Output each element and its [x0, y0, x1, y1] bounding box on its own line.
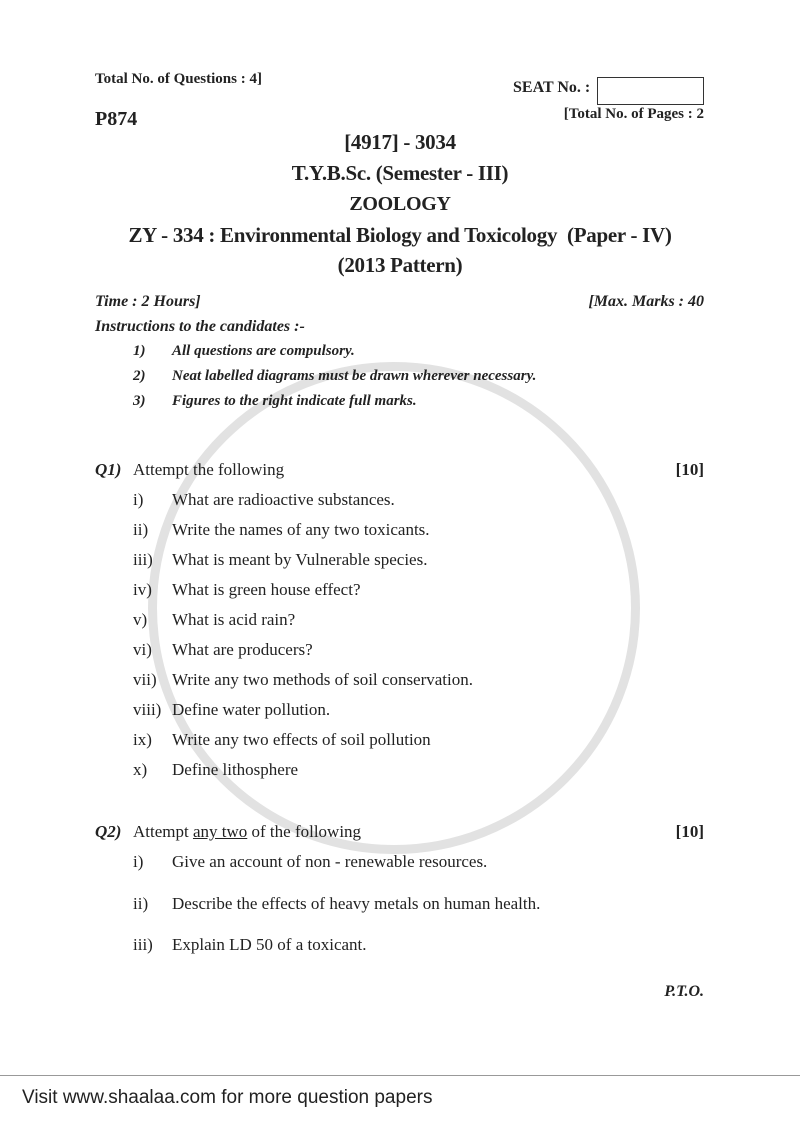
q1-item-num: ii) — [133, 520, 149, 539]
q2-prompt-post: of the following — [251, 822, 362, 841]
instruction-num: 3) — [133, 393, 146, 409]
q2-item-num: iii) — [133, 935, 153, 954]
paper-code: P874 — [95, 108, 138, 130]
q1-item-text: What are radioactive substances. — [172, 490, 395, 509]
q1-prompt: Attempt the following — [133, 460, 285, 479]
q2-item-text: Explain LD 50 of a toxicant. — [172, 935, 367, 954]
seat-no-label: SEAT No. : — [513, 79, 591, 96]
footer-link[interactable]: Visit www.shaalaa.com for more question papers — [22, 1087, 433, 1108]
q2-prompt-underlined: any two — [192, 822, 248, 841]
q2-prompt — [133, 822, 361, 842]
q1-item-num: ix) — [133, 730, 152, 749]
q1-item-text: What is green house effect? — [172, 580, 361, 599]
instruction-num: 2) — [133, 368, 146, 384]
q1-item-num: viii) — [133, 700, 162, 719]
pattern: (2013 Pattern) — [337, 253, 463, 277]
q1-marks: [10] — [675, 460, 704, 479]
instructions-title: Instructions to the candidates :- — [95, 318, 305, 335]
instruction-text: Figures to the right indicate full marks. — [172, 393, 417, 409]
q1-item-num: i) — [133, 490, 144, 509]
q1-item-text: What is meant by Vulnerable species. — [172, 550, 428, 569]
q1-item-text: Write the names of any two toxicants. — [172, 520, 430, 539]
footer-divider — [0, 1075, 800, 1076]
q1-item-num: vii) — [133, 670, 157, 689]
total-questions: Total No. of Questions : 4] — [95, 71, 262, 87]
q1-item-text: Write any two methods of soil conservation. — [172, 670, 474, 689]
watermark-circle — [148, 362, 640, 854]
q1-item-num: x) — [133, 760, 148, 779]
seat-no-box — [597, 77, 704, 105]
q2-item-text: Give an account of non - renewable resources. — [172, 852, 488, 871]
total-pages: [Total No. of Pages : 2 — [563, 106, 704, 122]
q1-item-num: iv) — [133, 580, 152, 599]
q2-item-text: Describe the effects of heavy metals on human health. — [172, 894, 541, 913]
q1-item-text: What is acid rain? — [172, 610, 296, 629]
q1-item-text: Write any two effects of soil pollution — [172, 730, 431, 749]
q1-item-num: vi) — [133, 640, 152, 659]
paper-title: ZY - 334 : Environmental Biology and Toxicology (Paper - IV) — [128, 223, 672, 247]
q1-item-num: v) — [133, 610, 148, 629]
q2-prompt-pre: Attempt — [133, 822, 189, 841]
max-marks: [Max. Marks : 40 — [588, 293, 704, 310]
q1-label: Q1) — [95, 460, 122, 479]
exam-code: [4917] - 3034 — [344, 130, 456, 154]
q1-item-text: Define water pollution. — [172, 700, 331, 719]
instruction-text: Neat labelled diagrams must be drawn wherever necessary. — [172, 368, 537, 384]
q1-item-text: Define lithosphere — [172, 760, 299, 779]
course: T.Y.B.Sc. (Semester - III) — [291, 161, 509, 185]
q1-item-num: iii) — [133, 550, 153, 569]
q2-marks: [10] — [675, 822, 704, 841]
q2-label: Q2) — [95, 822, 122, 841]
instruction-text: All questions are compulsory. — [172, 343, 355, 359]
subject: ZOOLOGY — [349, 193, 451, 215]
pto: P.T.O. — [664, 983, 704, 1000]
q2-item-num: ii) — [133, 894, 149, 913]
time: Time : 2 Hours] — [95, 293, 201, 310]
q2-item-num: i) — [133, 852, 144, 871]
instruction-num: 1) — [133, 343, 146, 359]
q1-item-text: What are producers? — [172, 640, 313, 659]
